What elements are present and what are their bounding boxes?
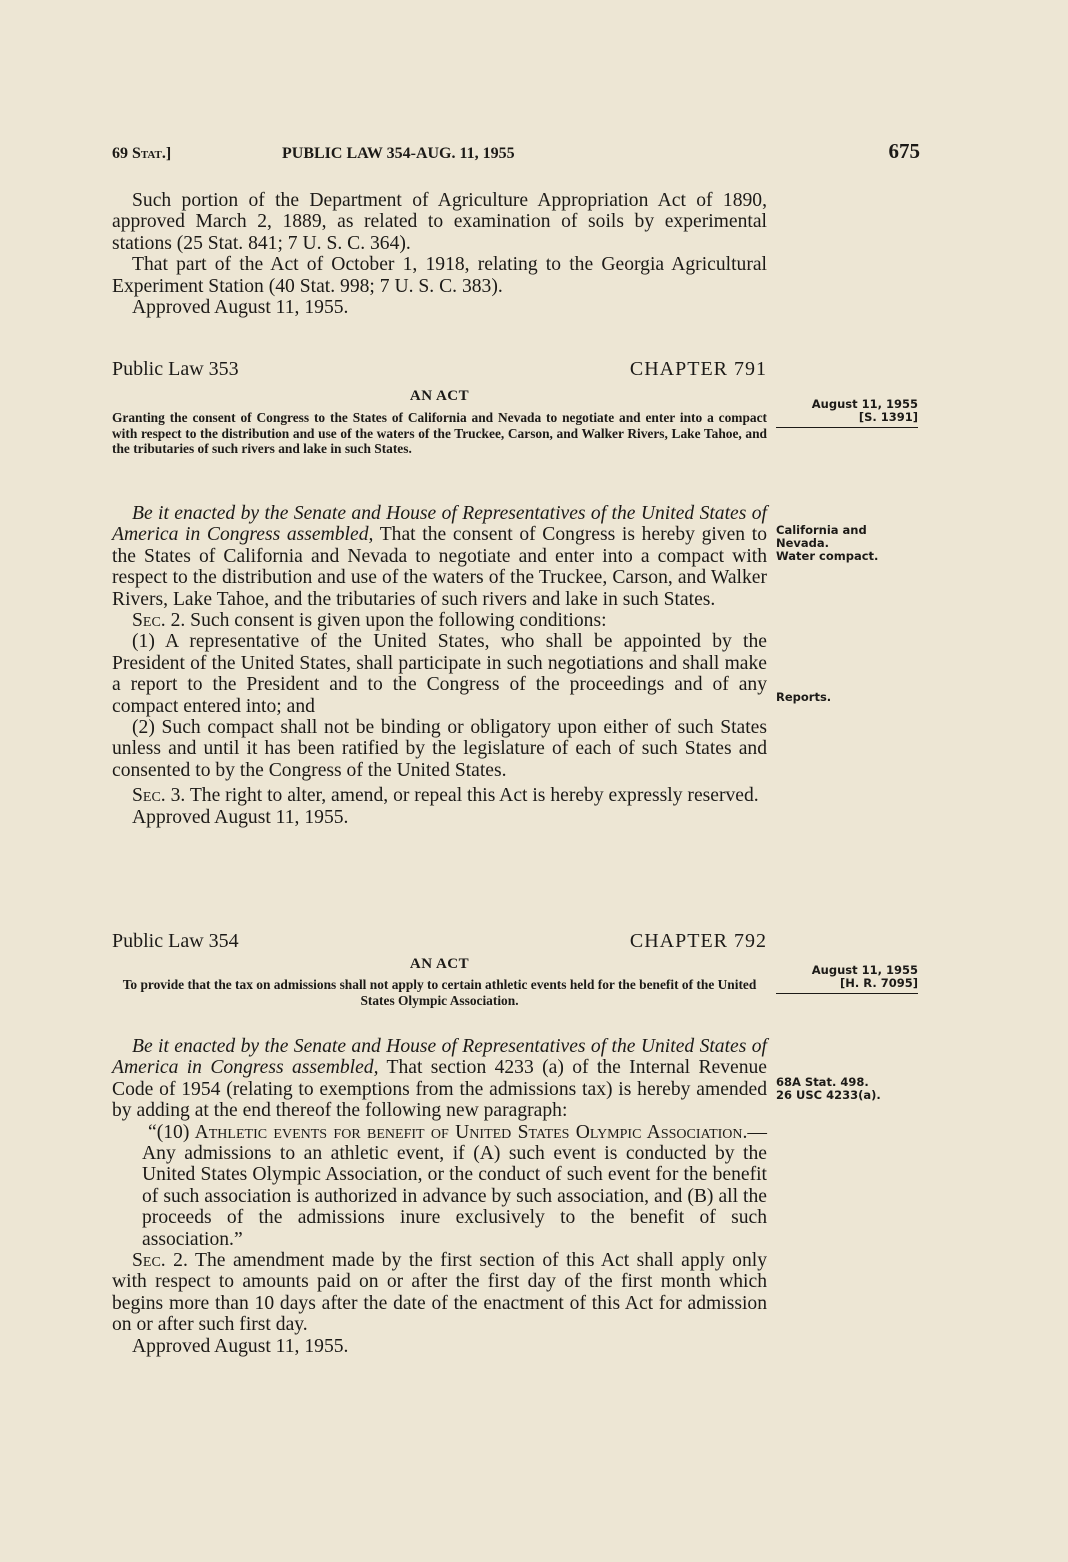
law-354-enacting-clause xyxy=(112,1036,767,1122)
margin-usc: 26 USC 4233(a). xyxy=(776,1088,881,1102)
law-354-body xyxy=(112,1036,767,1357)
law-353-enacting-clause xyxy=(112,503,767,610)
margin-note-s1391 xyxy=(776,398,918,428)
condition-1: (1) A representative of the United States, who shall be appointed by the President of the United States, shall participate in such negotiations and shall make a report to the President and to the Congress of the proceedings and of any compact entered into; and xyxy=(112,631,767,717)
law-354-sec-2 xyxy=(112,1250,767,1336)
chapter-791: CHAPTER 791 xyxy=(629,358,767,380)
condition-2: (2) Such compact shall not be binding or obligatory upon either of such States unless and until it has been ratified by the legislature of each of such States and consented to by the Congress of the United States. xyxy=(112,717,767,781)
repeal-item-1: Such portion of the Department of Agriculture Appropriation Act of 1890, approved March 2, 1889, as related to examination of soils by experimental stations (25 Stat. 841; 7 U. S. C. 364). xyxy=(112,190,767,254)
volume-citation: 69 Stat.] xyxy=(112,145,172,162)
margin-note-water-compact xyxy=(776,524,878,563)
top-section xyxy=(112,190,767,318)
margin-note-reports: Reports. xyxy=(776,690,832,704)
an-act-label-1: AN ACT xyxy=(409,388,470,404)
sec-2-text-2: The amendment made by the first section of this Act shall apply only with respect to amounts paid on or after the first day of the first month which begins more than 10 days after the date of the enactment of this Act for admission on or after such first day. xyxy=(112,1250,767,1336)
approved-date-2: Approved August 11, 1955. xyxy=(132,806,349,828)
page-number: 675 xyxy=(888,139,920,163)
repeal-item-2: That part of the Act of October 1, 1918, relating to the Georgia Agricultural Experiment Station (40 Stat. 998; 7 U. S. C. 383). xyxy=(112,254,767,297)
law-353-summary: Granting the consent of Congress to the States of California and Nevada to negotiate and enter into a compact with respect to the distribution and use of the waters of the Truckee, Carson, and Walker Rivers, Lake Tahoe, and the tributaries of such rivers and lake in such States. xyxy=(112,410,767,457)
margin-bill-2: [H. R. 7095] xyxy=(840,976,918,990)
sec-2-label-2: Sec. 2. xyxy=(132,1250,188,1272)
paragraph-10-heading: “(10) Athletic events for benefit of United States Olympic Association. xyxy=(148,1121,748,1143)
paragraph-10-text: —Any admissions to an athletic event, if (A) such event is conducted by the United States Olympic Association, or the conduct of such event for the benefit of such association is authorized in advance by such association, and (B) all the proceeds of the admissions inure exclusively to the benefit of such association.” xyxy=(142,1121,767,1250)
law-354-summary: To provide that the tax on admissions shall not apply to certain athletic events held for the benefit of the United States Olympic Association. xyxy=(122,977,757,1008)
margin-water-compact: Water compact. xyxy=(776,549,879,563)
margin-date-1: August 11, 1955 xyxy=(811,397,918,411)
law-353-heading xyxy=(112,358,767,382)
margin-date-2: August 11, 1955 xyxy=(811,963,918,977)
law-353-sec-2 xyxy=(112,610,767,631)
sec-3-label: Sec. 3. xyxy=(132,785,186,807)
an-act-label-2: AN ACT xyxy=(409,956,470,972)
sec-2-label: Sec. 2. xyxy=(132,610,186,632)
margin-note-citation xyxy=(776,1076,881,1102)
enacting-text-2: That section 4233 (a) of the Internal Revenue Code of 1954 (relating to exemptions from the admissions tax) is hereby amended by adding at the end thereof the following new paragraph: xyxy=(112,1057,767,1122)
margin-bill-1: [S. 1391] xyxy=(858,410,918,424)
chapter-792: CHAPTER 792 xyxy=(629,930,767,952)
public-law-354: Public Law 354 xyxy=(112,930,239,952)
running-header xyxy=(112,139,920,169)
law-353-sec-3 xyxy=(112,785,767,806)
law-353-body xyxy=(112,503,767,828)
enacting-formula: Be it enacted by the Senate and House of Representatives of the United States of America in Congress assembled, xyxy=(112,503,767,546)
margin-states: California and xyxy=(776,523,867,537)
enacting-formula-2: Be it enacted by the Senate and House of Representatives of the United States of America in Congress assembled, xyxy=(112,1036,767,1079)
new-paragraph-10 xyxy=(112,1122,767,1250)
margin-note-hr7095 xyxy=(776,964,918,994)
law-354-heading xyxy=(112,930,767,954)
header-title: PUBLIC LAW 354-AUG. 11, 1955 xyxy=(282,145,515,162)
approved-date-1: Approved August 11, 1955. xyxy=(132,297,349,319)
margin-nevada: Nevada. xyxy=(776,536,830,550)
approved-date-3: Approved August 11, 1955. xyxy=(132,1335,349,1357)
sec-3-text: The right to alter, amend, or repeal this Act is hereby expressly reserved. xyxy=(185,785,759,807)
public-law-353: Public Law 353 xyxy=(112,358,239,380)
enacting-text: That the consent of Congress is hereby given to the States of California and Nevada to negotiate and enter into a compact with respect to the distribution and use of the waters of the Truckee, Carson, and Walker Rivers, Lake Tahoe, and the tributaries of such rivers and lake in such States. xyxy=(112,524,767,610)
sec-2-text: Such consent is given upon the following conditions: xyxy=(185,610,607,632)
margin-stat: 68A Stat. 498. xyxy=(776,1075,869,1089)
